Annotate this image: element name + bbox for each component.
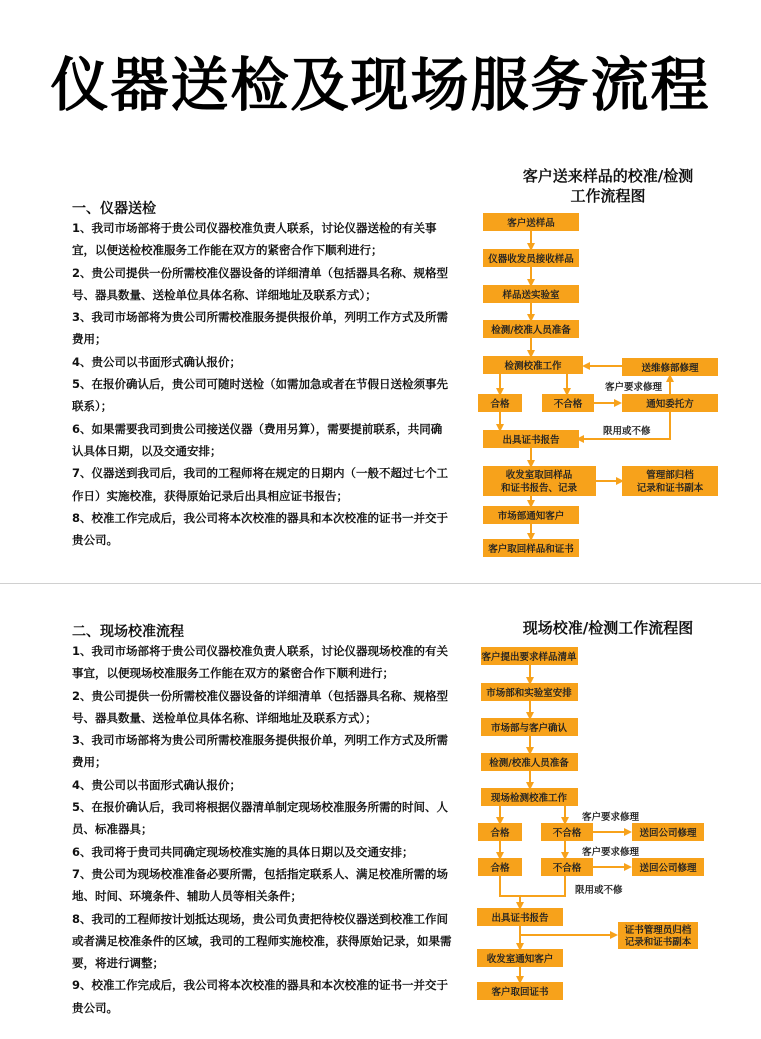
section1-heading: 一、仪器送检 [72,201,156,217]
svg-text:样品送实验室: 样品送实验室 [502,290,560,301]
svg-text:不合格: 不合格 [553,399,583,410]
flow2-box-pass-1 [478,823,522,841]
flow2-box-5 [481,788,578,806]
list-item: 8、我司的工程师按计划抵达现场，贵公司负责把待校仪器送到校准工作间或者满足校准条件的区域，我司的工程师实施校准，获得原始记录，如果需要，将进行调整； [72,911,452,971]
svg-text:检测校准工作: 检测校准工作 [504,361,562,372]
svg-text:合格: 合格 [490,828,510,839]
flow2-box-fail-2 [541,858,593,876]
svg-text:记录和证书副本: 记录和证书副本 [636,483,704,494]
flow2-box-notify [477,949,563,967]
flow2-title: 现场校准/检测工作流程图 [522,619,694,637]
flow1-box-1 [483,213,579,231]
svg-text:市场部和实验室安排: 市场部和实验室安排 [486,688,572,699]
svg-text:合格: 合格 [490,863,510,874]
svg-text:送回公司修理: 送回公司修理 [639,863,697,874]
flow1-box-inform [483,506,579,524]
svg-text:收发室通知客户: 收发室通知客户 [486,954,554,965]
flow2-box-2 [481,683,578,701]
svg-text:合格: 合格 [490,399,510,410]
flow1-box-collect [483,539,579,557]
svg-text:客户取回样品和证书: 客户取回样品和证书 [488,544,574,555]
list-item: 3、我司市场部将为贵公司所需校准服务提供报价单，列明工作方式及所需费用； [72,310,448,347]
flow1-label-repair: 客户要求修理 [605,382,663,393]
flow1-box-notify [622,394,718,412]
svg-text:市场部通知客户: 市场部通知客户 [497,511,565,522]
flow1-title-line1: 客户送来样品的校准/检测 [522,167,694,185]
list-item: 5、在报价确认后，贵公司可随时送检（如需加急或者在节假日送检须事先联系）； [72,377,448,414]
svg-text:证书管理员归档: 证书管理员归档 [624,925,692,936]
flow1-box-report [483,430,579,448]
list-item: 8、校准工作完成后，我公司将本次校准的器具和本次校准的证书一并交于贵公司。 [72,510,448,548]
list-item: 9、校准工作完成后，我公司将本次校准的器具和本次校准的证书一并交于贵公司。 [72,978,448,1015]
svg-text:出具证书报告: 出具证书报告 [502,435,560,446]
flow2-box-4 [481,753,578,771]
flow1-box-archive [622,466,718,496]
flow2-label-repair-1: 客户要求修理 [582,812,640,823]
svg-text:不合格: 不合格 [552,828,582,839]
list-item: 7、仪器送到我司后，我司的工程师将在规定的日期内（一般不超过七个工作日）实施校准，获得原始记录后出具相应证书报告； [72,466,448,503]
section2-heading: 二、现场校准流程 [72,624,184,640]
flow1-box-retrieve [483,466,596,496]
list-item: 4、贵公司以书面形式确认报价； [72,354,241,369]
svg-text:不合格: 不合格 [552,863,582,874]
list-item: 2、贵公司提供一份所需校准仪器设备的详细清单（包括器具名称、规格型号、器具数量、送检单位具体名称、详细地址及联系方式）； [72,265,448,302]
svg-text:客户提出要求样品清单: 客户提出要求样品清单 [481,652,577,663]
svg-text:检测/校准人员准备: 检测/校准人员准备 [489,758,569,769]
flow2-box-pass-2 [478,858,522,876]
flow2-label-limited: 限用或不修 [575,885,623,896]
flow2-box-3 [481,718,578,736]
svg-text:送维修部修理: 送维修部修理 [641,363,699,374]
flow2-box-archive [618,922,698,949]
flow2-box-fail-1 [541,823,593,841]
svg-text:检测/校准人员准备: 检测/校准人员准备 [491,325,571,336]
flow1-box-3 [483,285,579,303]
list-item: 6、如果需要我司到贵公司接送仪器（费用另算），需要提前联系，共同确认具体日期，以及交通安排； [72,421,443,458]
flow1-label-limited: 限用或不修 [603,426,651,437]
svg-text:市场部与客户确认: 市场部与客户确认 [490,723,568,734]
svg-text:现场检测校准工作: 现场检测校准工作 [490,793,568,804]
svg-text:仪器收发员接收样品: 仪器收发员接收样品 [488,254,574,265]
svg-text:通知委托方: 通知委托方 [646,399,694,410]
list-item: 5、在报价确认后，我司将根据仪器清单制定现场校准服务所需的时间、人员、标准器具； [72,800,448,837]
flow2-box-return-1 [632,823,704,841]
svg-text:记录和证书副本: 记录和证书副本 [624,937,692,948]
flow1-box-repair [622,358,718,376]
list-item: 1、我司市场部将于贵公司仪器校准负责人联系，讨论仪器送检的有关事宜，以便送检校准服务工作能在双方的紧密合作下顺利进行； [72,221,437,258]
svg-text:和证书报告、记录: 和证书报告、记录 [500,483,578,494]
flow2-box-return-2 [632,858,704,876]
svg-text:客户送样品: 客户送样品 [507,218,555,229]
flow2-box-1 [481,647,578,665]
flow2-label-repair-2: 客户要求修理 [582,847,640,858]
page-title: 仪器送检及现场服务流程 [50,51,711,119]
list-item: 7、贵公司为现场校准准备必要所需，包括指定联系人、满足校准所需的场地、时间、环境条件、辅助人员等相关条件； [72,866,448,904]
svg-text:出具证书报告: 出具证书报告 [491,913,549,924]
list-item: 1、我司市场部将于贵公司仪器校准负责人联系，讨论仪器现场校准的有关事宜，以便现场校准服务工作能在双方的紧密合作下顺利进行； [72,644,448,681]
list-item: 6、我司将于贵司共同确定现场校准实施的具体日期以及交通安排； [72,844,414,859]
flow1-box-2 [483,249,579,267]
flow1-box-pass [478,394,522,412]
flow2-box-report [477,908,563,926]
flow1-title-line2: 工作流程图 [570,187,646,205]
list-item: 3、我司市场部将为贵公司所需校准服务提供报价单，列明工作方式及所需费用； [72,733,448,770]
flow2-box-collect [477,982,563,1000]
flow1-box-fail [542,394,594,412]
svg-text:管理部归档: 管理部归档 [646,470,694,481]
flow1-box-5 [483,356,583,374]
svg-text:送回公司修理: 送回公司修理 [639,828,697,839]
flow1-box-4 [483,320,579,338]
svg-text:客户取回证书: 客户取回证书 [491,987,549,998]
list-item: 4、贵公司以书面形式确认报价； [72,777,241,792]
list-item: 2、贵公司提供一份所需校准仪器设备的详细清单（包括器具名称、规格型号、器具数量、送检单位具体名称、详细地址及联系方式）； [72,688,448,725]
svg-text:收发室取回样品: 收发室取回样品 [505,470,573,481]
